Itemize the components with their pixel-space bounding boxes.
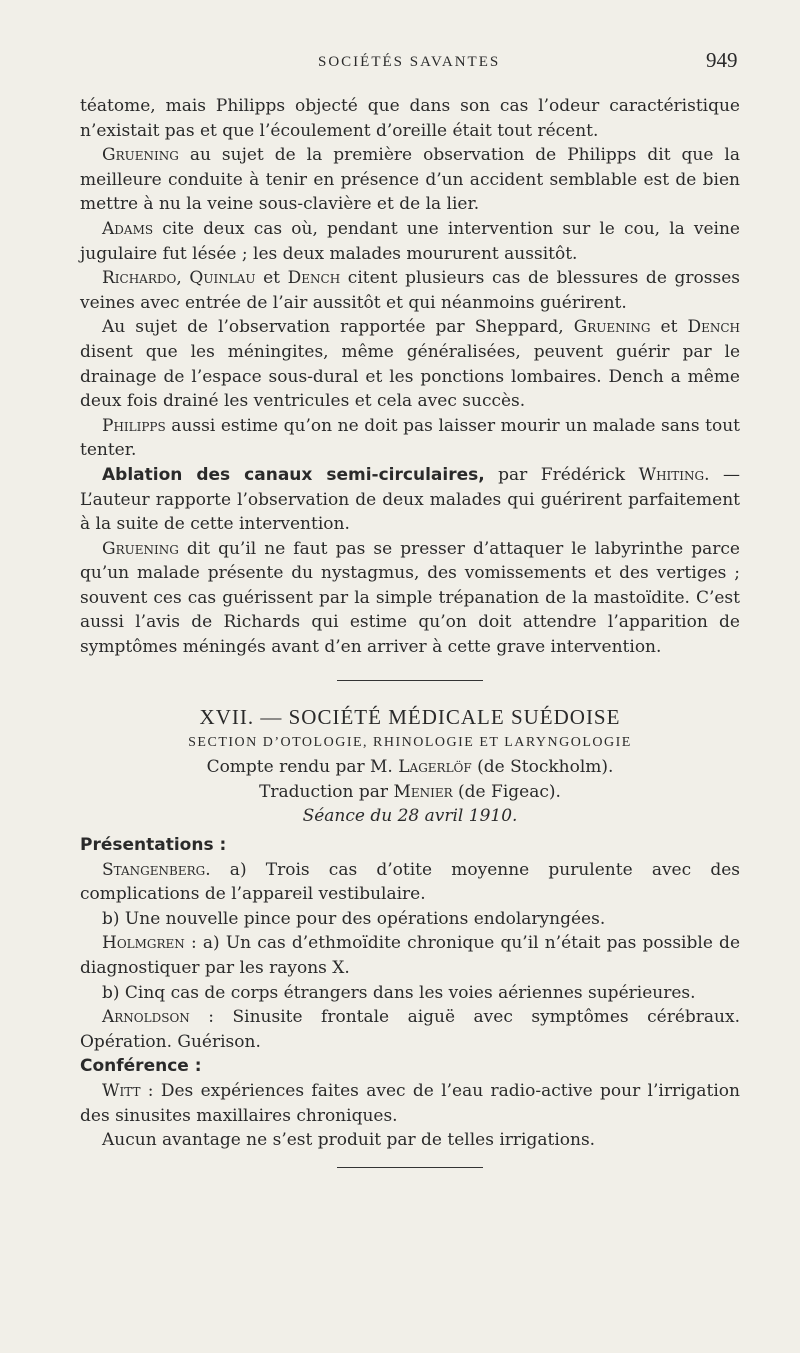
section-subtitle: SECTION D’OTOLOGIE, RHINOLOGIE ET LARYNGOLOGIE [188,735,632,751]
paragraph [80,537,740,660]
presentations-heading [80,833,740,858]
paragraph-text: Au sujet de l’observation rapportée par Sheppard, [102,317,574,338]
person-name: Dench [687,317,741,338]
paragraph [80,414,740,463]
credit-text: (de Stockholm). [471,757,614,778]
paragraph [80,266,740,315]
paragraph [80,94,740,143]
paragraph-text: cite deux cas où, pendant une intervention sur le cou, la veine jugulaire fut lésée ; les deux malades moururent aussitôt. [80,218,740,264]
paragraph [80,858,740,907]
closing-divider [337,1167,483,1168]
section-title: SOCIÉTÉ MÉDICALE SUÉDOISE [288,704,621,729]
person-name: Stangenberg [102,859,206,880]
paragraph-text: dit qu’il ne faut pas se presser d’attaquer le labyrinthe parce qu’un malade présente du nystagmus, des vomissements et des vertiges ; souvent ces cas guérissent par la simple trépanation de la mastoïdite. C’est aussi l’avis de Richards qui estime qu’on doit attendre l’apparition de symptômes méningés avant d’en arriver à cette grave intervention. [80,538,740,658]
credit-text: (de Figeac). [452,781,561,802]
person-name: Adams [102,218,154,239]
person-name: Philipps [102,415,166,436]
paragraph [80,463,740,537]
paragraph-text: citent plusieurs cas de blessures de grosses veines avec entrée de l’air aussitôt et qui néanmoins guérirent. [80,268,740,313]
paragraph-text: : Sinusite frontale aiguë avec symptômes cérébraux. Opération. Guérison. [80,1007,740,1052]
person-name: Dench [287,268,341,289]
page-header [0,46,800,76]
heading-text: Conférence : [80,1056,202,1077]
paragraph [80,217,740,266]
person-name: Menier [393,781,453,802]
person-name: Arnoldson [102,1007,190,1028]
paragraph: b) Cinq cas de corps étrangers dans les voies aériennes supérieures. [102,982,696,1003]
paragraph [80,143,740,217]
separator: et [255,268,288,289]
paragraph-text: téatome, mais Philipps objecté que dans son cas l’odeur caractéristique n’existait pas et que l’écoulement d’oreille était tout récent. [80,96,740,141]
running-title: SOCIÉTÉS SAVANTES [318,54,501,70]
person-name: Richardo [102,268,177,289]
translation-credit [80,780,740,805]
paragraph-text: aussi estime qu’on ne doit pas laisser mourir un malade sans tout tenter. [80,415,740,461]
article-title: Ablation des canaux semi-circulaires, [102,464,485,485]
person-name: Lagerlöf [398,757,472,778]
separator: , [176,268,190,289]
body-text [80,94,740,1168]
page-number: 949 [706,48,738,72]
person-name: Gruening [573,317,651,338]
separator: et [650,317,688,338]
paragraph-text: : a) Un cas d’ethmoïdite chronique qu’il n’était pas possible de diagnostiquer par les rayons X. [80,933,740,978]
credit-text: Compte rendu par M. [206,757,399,778]
person-name: Gruening [102,145,179,166]
paragraph-text: . — L’auteur rapporte l’observation de deux malades qui guérirent parfaitement à la suite de cette intervention. [80,464,740,535]
report-credit [80,755,740,780]
section-number: XVII. — [199,704,289,729]
person-name: Witt [102,1080,141,1101]
credit-text: Traduction par [259,781,394,802]
paragraph-text: disent que les méningites, même généralisées, peuvent guérir par le drainage de l’espace sous-dural et les ponctions lombaires. Dench a même deux fois drainé les ventricules et cela avec succès. [80,341,740,412]
paragraph: b) Une nouvelle pince pour des opérations endolaryngées. [102,908,606,929]
paragraph-text: par Frédérick [484,464,639,485]
section-divider [337,680,483,681]
person-name: Whiting [638,464,705,485]
heading-text: Présentations : [80,835,227,856]
session-date: Séance du 28 avril 1910. [302,806,518,827]
paragraph-text: . a) Trois cas d’otite moyenne purulente avec des complications de l’appareil vestibulaire. [80,859,740,905]
paragraph [80,1005,740,1054]
person-name: Quinlau [189,268,256,289]
paragraph: Aucun avantage ne s’est produit par de telles irrigations. [102,1130,596,1151]
person-name: Gruening [102,538,179,559]
conference-heading [80,1054,740,1079]
paragraph [80,931,740,980]
paragraph [80,1079,740,1128]
paragraph-text: : Des expériences faites avec de l’eau radio-active pour l’irrigation des sinusites maxillaires chroniques. [80,1080,740,1126]
paragraph-text: au sujet de la première observation de Philipps dit que la meilleure conduite à tenir en présence d’un accident semblable est de bien mettre à nu la veine sous-clavière et de la lier. [80,145,740,215]
paragraph [80,315,740,413]
person-name: Holmgren [102,933,185,954]
section-heading [80,705,740,732]
